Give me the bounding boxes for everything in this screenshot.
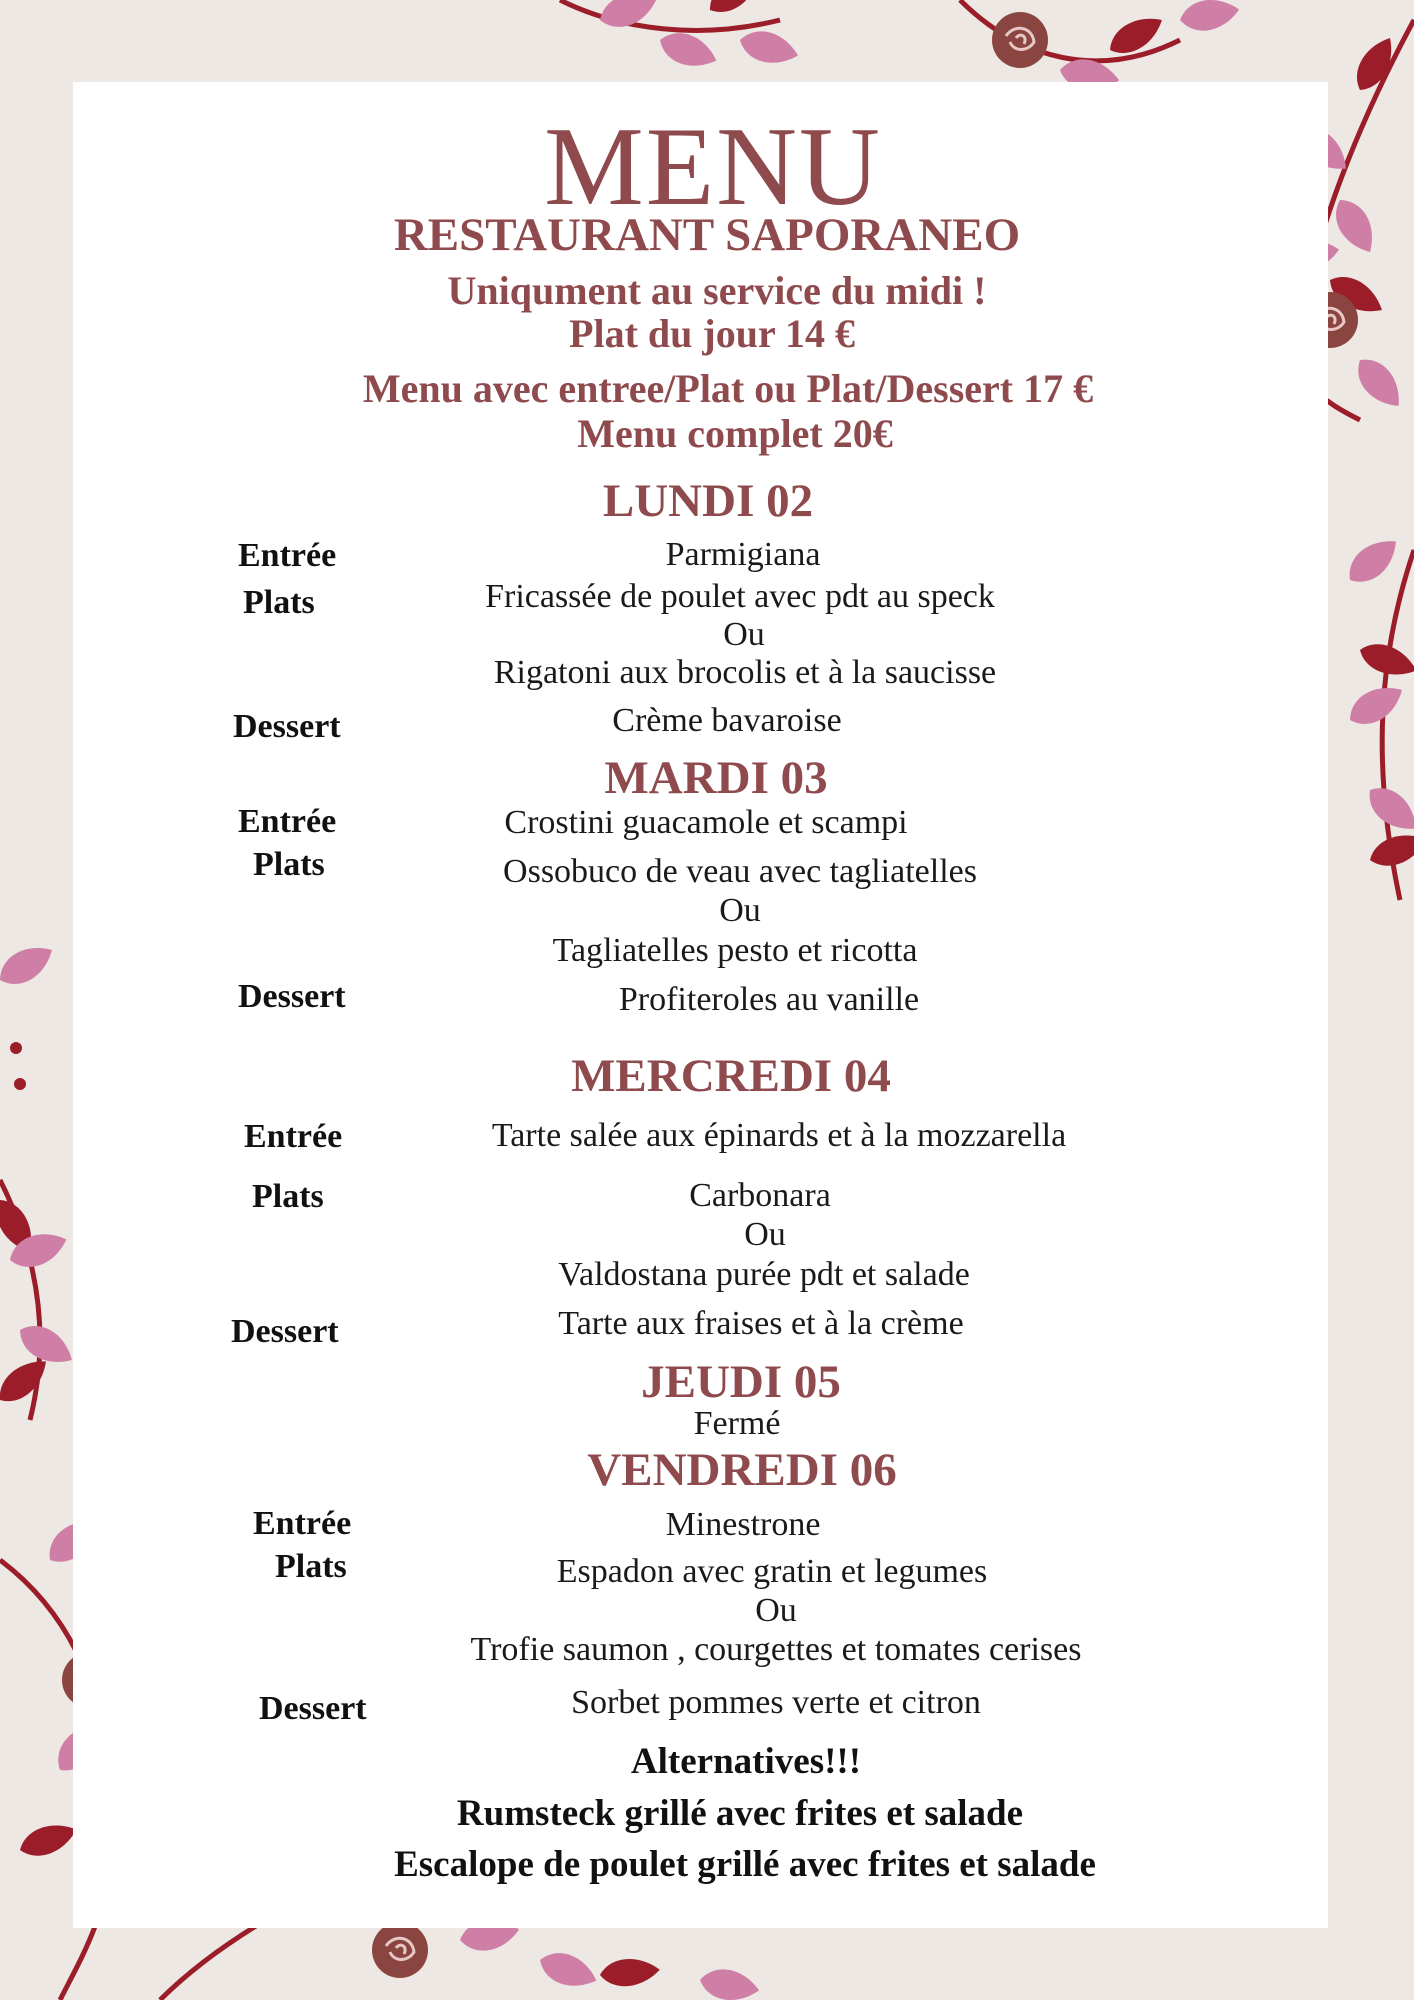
dish-entree: Crostini guacamole et scampi [504, 804, 908, 841]
day-heading-mardi: MARDI 03 [604, 752, 828, 804]
dish-plat-2: Valdostana purée pdt et salade [558, 1256, 970, 1293]
closed-status: Fermé [693, 1405, 781, 1442]
label-plats: Plats [253, 846, 325, 883]
dish-or: Ou [719, 892, 761, 929]
menu-complet-price: Menu complet 20€ [577, 411, 893, 456]
label-entree: Entrée [253, 1505, 352, 1542]
plat-du-jour-price: Plat du jour 14 € [569, 311, 855, 356]
dish-dessert: Profiteroles au vanille [618, 981, 920, 1018]
service-note: Uniqument au service du midi ! [447, 268, 987, 313]
alternatives-title: Alternatives!!! [630, 1741, 862, 1782]
label-entree: Entrée [238, 803, 337, 840]
alternative-item: Rumsteck grillé avec frites et salade [456, 1793, 1024, 1834]
dish-or: Ou [744, 1216, 786, 1253]
day-heading-mercredi: MERCREDI 04 [571, 1050, 891, 1102]
day-heading-lundi: LUNDI 02 [602, 475, 814, 527]
dish-or: Ou [723, 616, 765, 653]
dish-plat-1: Fricassée de poulet avec pdt au speck [485, 578, 995, 615]
menu-formula-price: Menu avec entree/Plat ou Plat/Dessert 17 € [362, 366, 1094, 411]
right-middle-floral-branch [1340, 530, 1414, 900]
label-entree: Entrée [244, 1118, 343, 1155]
label-dessert: Dessert [233, 708, 341, 745]
top-floral-branch [560, 0, 1242, 95]
dish-entree: Parmigiana [665, 536, 821, 573]
dish-plat-1: Ossobuco de veau avec tagliatelles [503, 853, 977, 890]
label-dessert: Dessert [238, 978, 346, 1015]
dish-dessert: Sorbet pommes verte et citron [571, 1684, 981, 1721]
label-dessert: Dessert [231, 1313, 339, 1350]
dish-dessert: Crème bavaroise [612, 702, 842, 739]
restaurant-name: RESTAURANT SAPORANEO [393, 209, 1021, 261]
dish-entree: Tarte salée aux épinards et à la mozzarella [491, 1117, 1067, 1154]
dish-plat-1: Carbonara [689, 1177, 831, 1214]
label-plats: Plats [243, 584, 315, 621]
label-dessert: Dessert [259, 1690, 367, 1727]
day-heading-vendredi: VENDREDI 06 [587, 1444, 897, 1496]
label-plats: Plats [252, 1178, 324, 1215]
dish-entree: Minestrone [665, 1506, 821, 1543]
left-middle-floral-branch [0, 937, 79, 1420]
dish-dessert: Tarte aux fraises et à la crème [558, 1305, 964, 1342]
alternative-item: Escalope de poulet grillé avec frites et salade [394, 1844, 1096, 1885]
dish-plat-1: Espadon avec gratin et legumes [556, 1553, 988, 1590]
dish-or: Ou [755, 1592, 797, 1629]
label-entree: Entrée [238, 537, 337, 574]
dish-plat-2: Trofie saumon , courgettes et tomates cerises [470, 1631, 1082, 1668]
dish-plat-2: Rigatoni aux brocolis et à la saucisse [493, 654, 997, 691]
day-heading-jeudi: JEUDI 05 [641, 1356, 841, 1408]
page-title: MENU [544, 105, 882, 229]
dish-plat-2: Tagliatelles pesto et ricotta [552, 932, 918, 969]
label-plats: Plats [275, 1548, 347, 1585]
